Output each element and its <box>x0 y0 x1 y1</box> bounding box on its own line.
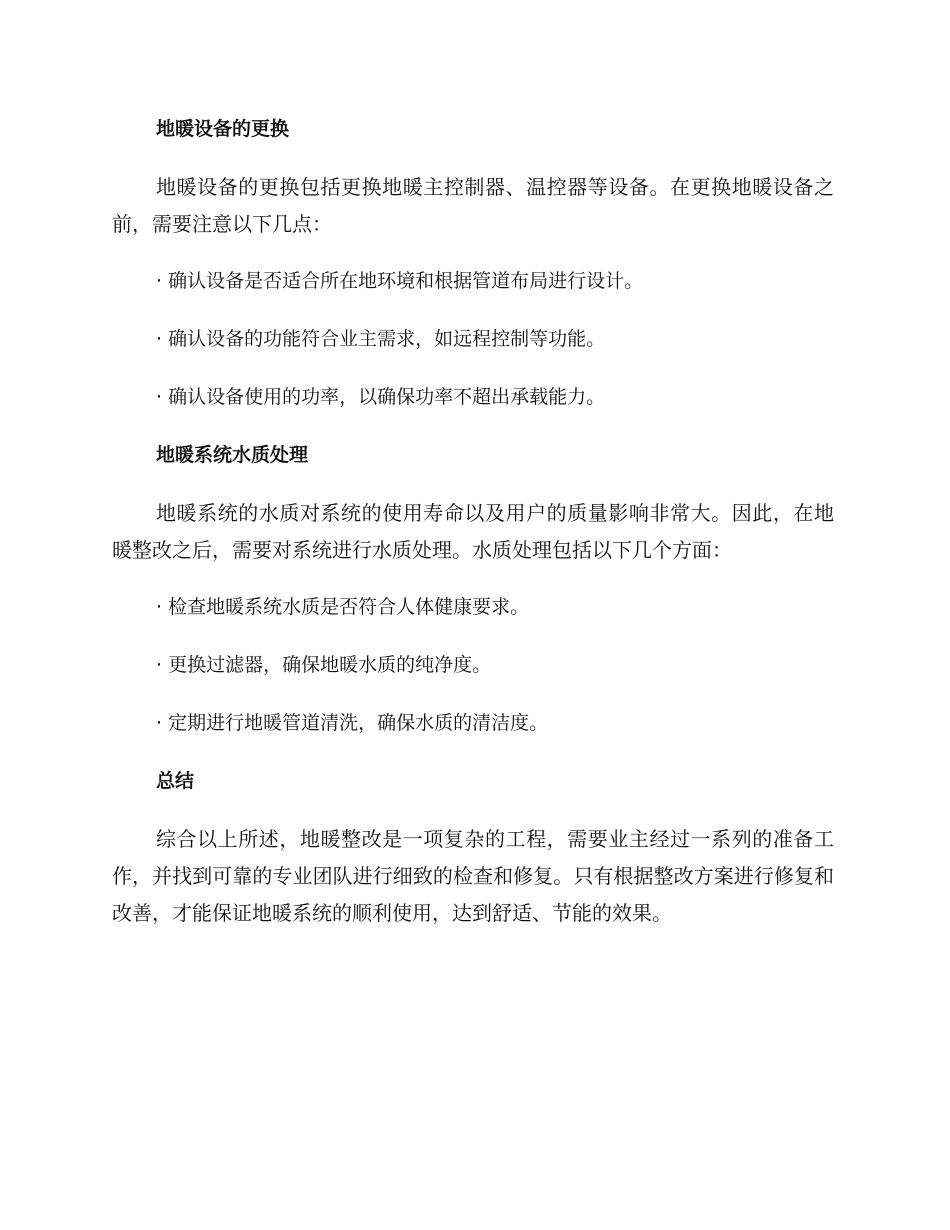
section-heading-device-replacement: 地暖设备的更换 <box>156 118 290 140</box>
bullet-item: · 定期进行地暖管道清洗，确保水质的清洁度。 <box>156 712 549 734</box>
bullet-item: · 更换过滤器，确保地暖水质的纯净度。 <box>156 654 492 676</box>
section-paragraph-device-replacement: 地暖设备的更换包括更换地暖主控制器、温控器等设备。在更换地暖设备之前，需要注意以下几点： <box>112 175 834 236</box>
section-paragraph-water-treatment: 地暖系统的水质对系统的使用寿命以及用户的质量影响非常大。因此，在地暖整改之后，需要对系统进行水质处理。水质处理包括以下几个方面： <box>112 501 834 562</box>
bullet-item: · 检查地暖系统水质是否符合人体健康要求。 <box>156 596 530 618</box>
bullet-item: · 确认设备是否适合所在地环境和根据管道布局进行设计。 <box>156 270 644 292</box>
section-paragraph-summary: 综合以上所述，地暖整改是一项复杂的工程，需要业主经过一系列的准备工作，并找到可靠的专业团队进行细致的检查和修复。只有根据整改方案进行修复和改善，才能保证地暖系统的顺利使用，达到舒适、节能的效果。 <box>112 827 834 925</box>
document-page <box>112 112 834 953</box>
section-heading-water-treatment: 地暖系统水质处理 <box>156 444 309 466</box>
section-heading-summary: 总结 <box>156 770 195 792</box>
bullet-item: · 确认设备使用的功率，以确保功率不超出承载能力。 <box>156 386 606 408</box>
bullet-item: · 确认设备的功能符合业主需求，如远程控制等功能。 <box>156 328 606 350</box>
